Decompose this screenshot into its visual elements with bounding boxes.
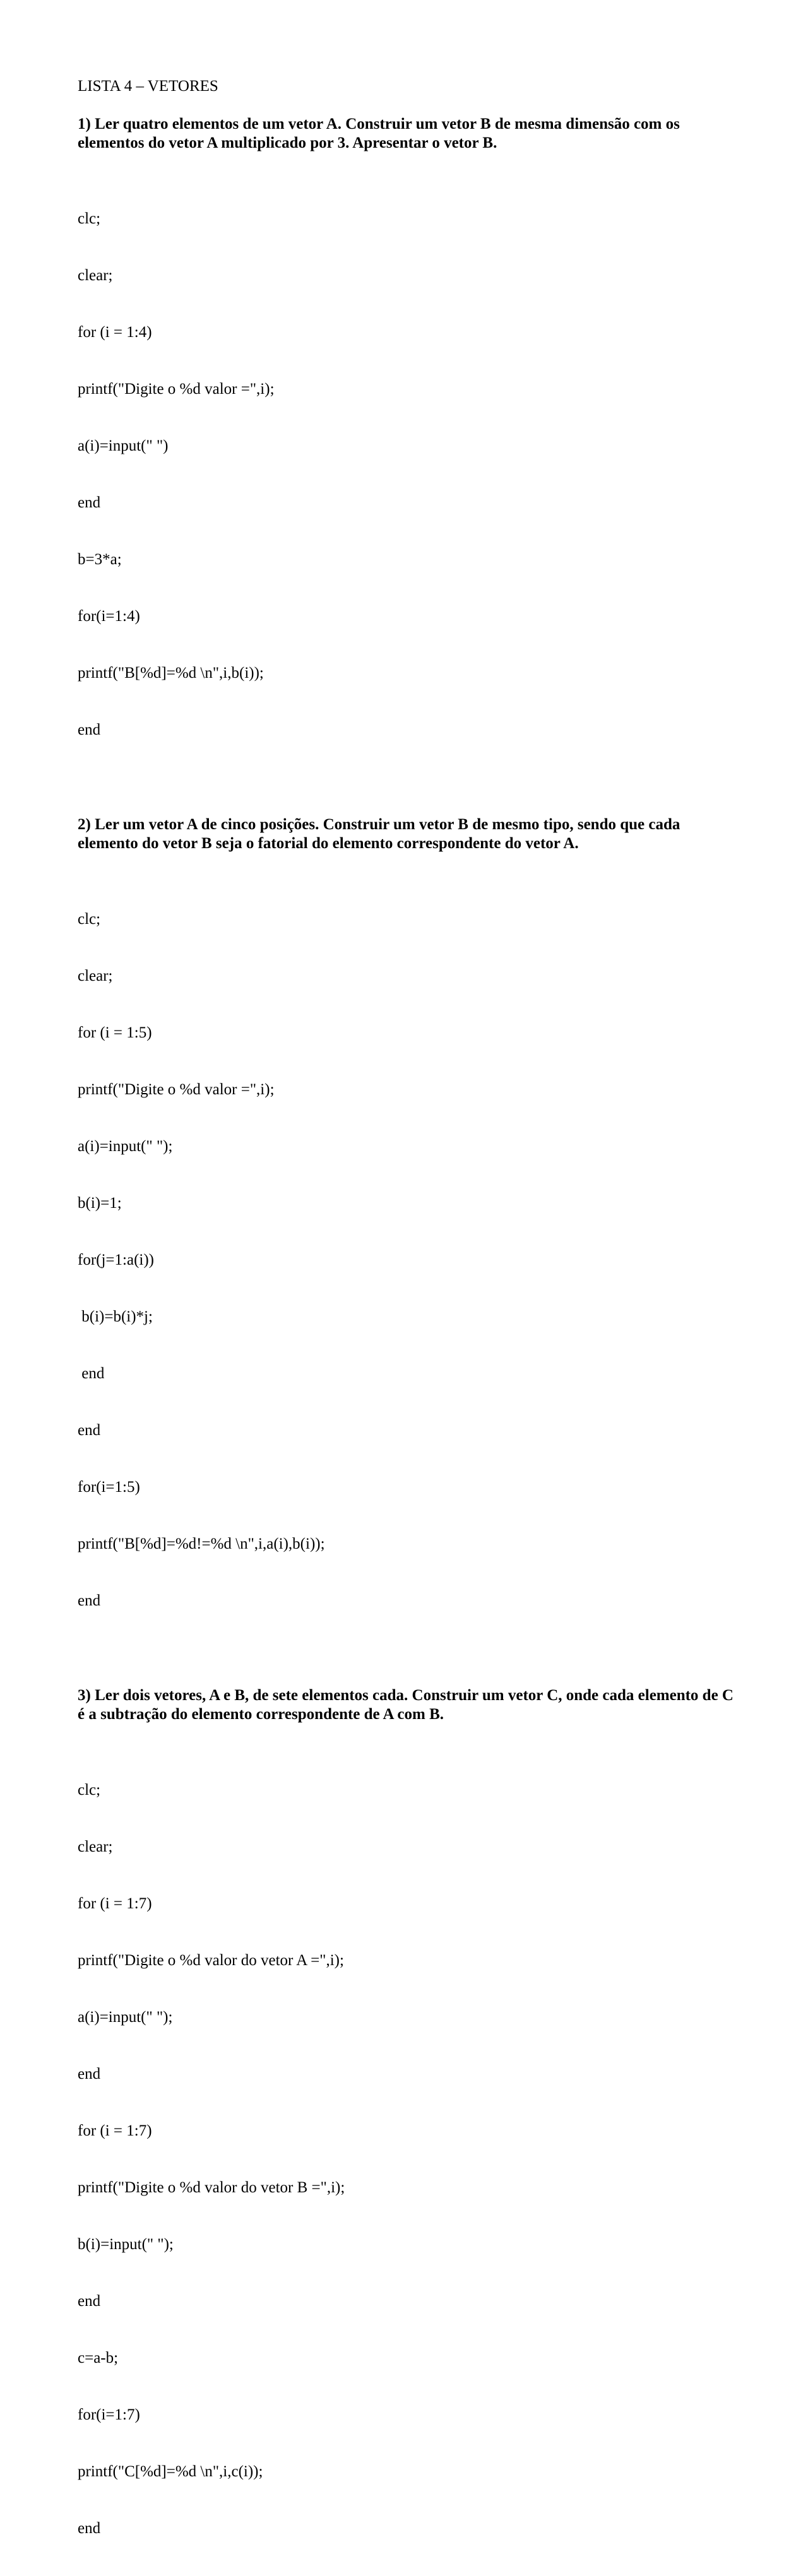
code-line: printf("Digite o %d valor =",i); [78, 381, 275, 398]
spacer [78, 777, 734, 815]
code-line: b(i)=1; [78, 1195, 122, 1212]
exercise-1-code [78, 172, 734, 777]
code-line: printf("B[%d]=%d \n",i,b(i)); [78, 665, 264, 682]
exercise-3-question: 3) Ler dois vetores, A e B, de sete elementos cada. Construir um vetor C, onde cada elemento de C é a subtração do elemento correspondente de A com B. [78, 1687, 734, 1723]
exercise-3 [78, 1686, 734, 2576]
code-line: end [78, 721, 101, 738]
code-line: printf("C[%d]=%d \n",i,c(i)); [78, 2463, 263, 2480]
code-line: for (i = 1:5) [78, 1024, 152, 1041]
code-line: end [78, 1592, 101, 1609]
code-line: a(i)=input(" "); [78, 1138, 173, 1155]
code-line: end [78, 2520, 101, 2537]
exercise-1-question: 1) Ler quatro elementos de um vetor A. Construir um vetor B de mesma dimensão com os elementos do vetor A multiplicado por 3. Apresentar o vetor B. [78, 115, 680, 151]
code-line: clc; [78, 1781, 101, 1799]
code-line: printf("B[%d]=%d!=%d \n",i,a(i),b(i)); [78, 1535, 325, 1552]
exercise-1 [78, 115, 734, 777]
code-line: b(i)=input(" "); [78, 2236, 174, 2253]
code-line: clc; [78, 911, 101, 928]
code-line: for (i = 1:7) [78, 2122, 152, 2139]
exercise-2-question: 2) Ler um vetor A de cinco posições. Construir um vetor B de mesmo tipo, sendo que cada elemento do vetor B seja o fatorial do elemento correspondente do vetor A. [78, 816, 680, 852]
code-line: clc; [78, 210, 101, 227]
code-line: b=3*a; [78, 551, 122, 568]
code-line: a(i)=input(" "); [78, 2009, 173, 2026]
code-line: for(i=1:4) [78, 608, 140, 625]
exercise-3-code [78, 1743, 734, 2576]
document-title: LISTA 4 – VETORES [78, 78, 218, 95]
code-line: c=a-b; [78, 2349, 119, 2366]
code-line: end [78, 494, 101, 511]
code-line: clear; [78, 967, 113, 984]
code-line: for (i = 1:4) [78, 324, 152, 341]
code-line: end [78, 1365, 105, 1382]
document-page [78, 77, 734, 2576]
code-line: for(i=1:7) [78, 2406, 140, 2423]
spacer [78, 1648, 734, 1686]
code-line: printf("Digite o %d valor =",i); [78, 1081, 275, 1098]
code-line: end [78, 2065, 101, 2083]
exercise-2-code [78, 872, 734, 1648]
code-line: end [78, 1422, 101, 1439]
code-line: b(i)=b(i)*j; [78, 1308, 153, 1325]
code-line: clear; [78, 267, 113, 284]
code-line: for (i = 1:7) [78, 1895, 152, 1912]
code-line: printf("Digite o %d valor do vetor B =",i); [78, 2179, 345, 2196]
code-line: end [78, 2293, 101, 2310]
code-line: printf("Digite o %d valor do vetor A =",i); [78, 1952, 344, 1969]
exercise-2 [78, 815, 734, 1648]
code-line: for(j=1:a(i)) [78, 1251, 154, 1268]
code-line: for(i=1:5) [78, 1479, 140, 1496]
code-line: a(i)=input(" ") [78, 437, 169, 454]
code-line: clear; [78, 1838, 113, 1855]
